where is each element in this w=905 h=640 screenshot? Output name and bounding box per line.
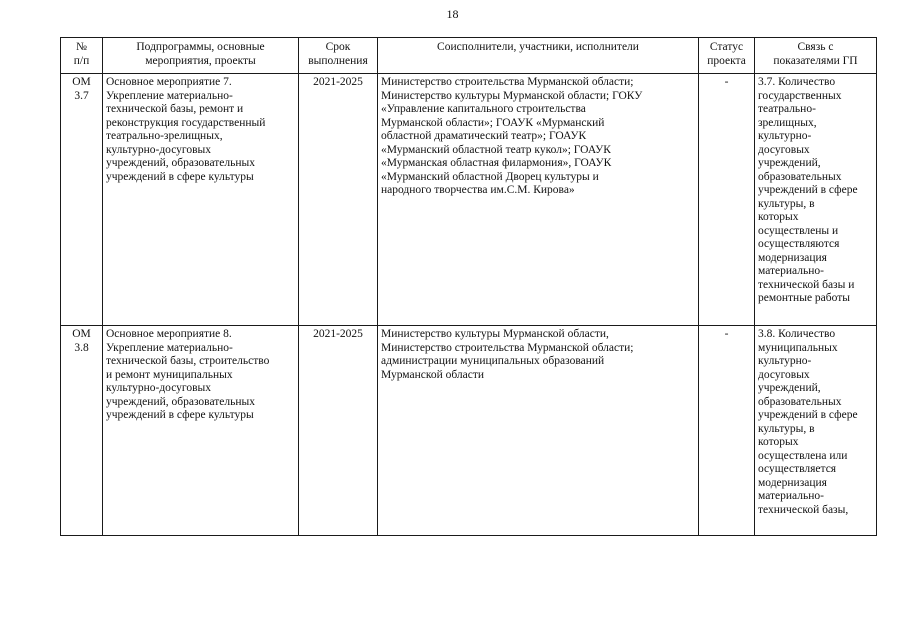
executors-cell	[378, 74, 699, 326]
text-line: ОМ	[72, 76, 91, 88]
text-line: учреждений в сфере культуры	[106, 409, 254, 421]
text-line: показателями ГП	[773, 55, 858, 67]
table-header-row	[61, 38, 877, 74]
text-line: Укрепление материально-	[106, 89, 233, 102]
text-line: учреждений,	[758, 157, 821, 169]
text-line: материально-	[758, 490, 824, 502]
text-line: образовательных	[758, 395, 842, 408]
text-line: Министерство культуры Мурманской области; ГОКУ	[381, 89, 643, 102]
text-line: учреждений, образовательных	[106, 395, 256, 408]
activity-cell	[103, 74, 299, 326]
text-line: реконструкция государственный	[106, 116, 266, 129]
text-line: культуры, в	[758, 197, 815, 210]
text-line: учреждений в сфере культуры	[106, 170, 254, 183]
indicator-link-cell	[755, 326, 877, 536]
header-executors	[378, 38, 699, 74]
text-line: №	[76, 41, 87, 53]
row-number-cell	[61, 74, 103, 326]
text-line: мероприятия, проекты	[145, 55, 256, 67]
header-status	[699, 38, 755, 74]
text-line: технической базы, строительство	[106, 355, 270, 367]
text-line: «Мурманский областной Дворец культуры и	[381, 170, 599, 183]
program-table	[60, 37, 877, 536]
text-line: осуществлена или	[758, 449, 848, 462]
text-line: «Управление капитального строительства	[381, 103, 586, 115]
text-line: культурно-досуговых	[106, 382, 211, 394]
status-cell: -	[699, 326, 755, 536]
text-line: модернизация	[758, 476, 827, 489]
text-line: Министерство строительства Мурманской области;	[381, 76, 634, 88]
term-cell: 2021-2025	[299, 74, 378, 326]
text-line: выполнения	[308, 55, 368, 67]
page-number: 18	[446, 7, 459, 21]
text-line: проекта	[707, 55, 746, 67]
text-line: учреждений в сфере	[758, 184, 858, 196]
header-num	[61, 38, 103, 74]
text-line: Министерство строительства Мурманской области;	[381, 341, 634, 354]
text-line: учреждений,	[758, 382, 821, 394]
text-line: ОМ	[72, 328, 91, 340]
text-line: образовательных	[758, 170, 842, 183]
term-cell: 2021-2025	[299, 326, 378, 536]
text-line: досуговых	[758, 143, 810, 156]
text-line: Подпрограммы, основные	[136, 41, 265, 53]
header-link	[755, 38, 877, 74]
text-line: которых	[758, 436, 799, 448]
text-line: 3.7. Количество	[758, 76, 836, 88]
text-line: театрально-зрелищных,	[106, 130, 223, 142]
table-row	[61, 74, 877, 326]
text-line: Срок	[325, 41, 351, 53]
header-term	[299, 38, 378, 74]
text-line: Основное мероприятие 7.	[106, 76, 232, 88]
text-line: народного творчества им.С.М. Кирова»	[381, 184, 575, 196]
text-line: технической базы, ремонт и	[106, 103, 244, 115]
executors-cell	[378, 326, 699, 536]
status-cell: -	[699, 74, 755, 326]
text-line: культурно-	[758, 130, 812, 142]
text-line: материально-	[758, 265, 824, 277]
text-line: 3.7	[74, 89, 89, 102]
text-line: п/п	[73, 55, 90, 67]
text-line: и ремонт муниципальных	[106, 368, 233, 381]
text-line: культурно-	[758, 355, 812, 367]
text-line: государственных	[758, 89, 842, 102]
text-line: технической базы,	[758, 503, 849, 516]
text-line: театрально-	[758, 103, 816, 115]
text-line: областной драматический театр»; ГОАУК	[381, 130, 587, 142]
text-line: ремонтные работы	[758, 292, 850, 304]
text-line: «Мурманский областной театр кукол»; ГОАУК	[381, 143, 611, 156]
header-subprogram	[103, 38, 299, 74]
text-line: модернизация	[758, 251, 827, 264]
text-line: 3.8. Количество	[758, 328, 836, 340]
text-line: Мурманской области»; ГОАУК «Мурманский	[381, 116, 605, 129]
activity-cell	[103, 326, 299, 536]
text-line: учреждений, образовательных	[106, 157, 256, 169]
table-row	[61, 326, 877, 536]
text-line: учреждений в сфере	[758, 409, 858, 421]
text-line: Министерство культуры Мурманской области,	[381, 328, 609, 340]
text-line: Статус	[709, 41, 744, 53]
text-line: досуговых	[758, 368, 810, 381]
text-line: зрелищных,	[758, 116, 817, 129]
text-line: осуществляется	[758, 463, 837, 475]
text-line: осуществляются	[758, 238, 840, 250]
text-line: «Мурманская областная филармония», ГОАУК	[381, 157, 612, 169]
text-line: Соисполнители, участники, исполнители	[437, 41, 639, 53]
text-line: администрации муниципальных образований	[381, 355, 605, 367]
row-number-cell	[61, 326, 103, 536]
indicator-link-cell	[755, 74, 877, 326]
text-line: культуры, в	[758, 422, 815, 435]
text-line: которых	[758, 211, 799, 223]
text-line: Связь с	[797, 41, 834, 53]
text-line: 3.8	[74, 341, 89, 354]
text-line: осуществлены и	[758, 224, 839, 237]
text-line: муниципальных	[758, 341, 838, 354]
text-line: технической базы и	[758, 278, 855, 291]
text-line: культурно-досуговых	[106, 143, 211, 156]
text-line: Мурманской области	[381, 368, 485, 381]
text-line: Основное мероприятие 8.	[106, 328, 232, 340]
text-line: Укрепление материально-	[106, 341, 233, 354]
